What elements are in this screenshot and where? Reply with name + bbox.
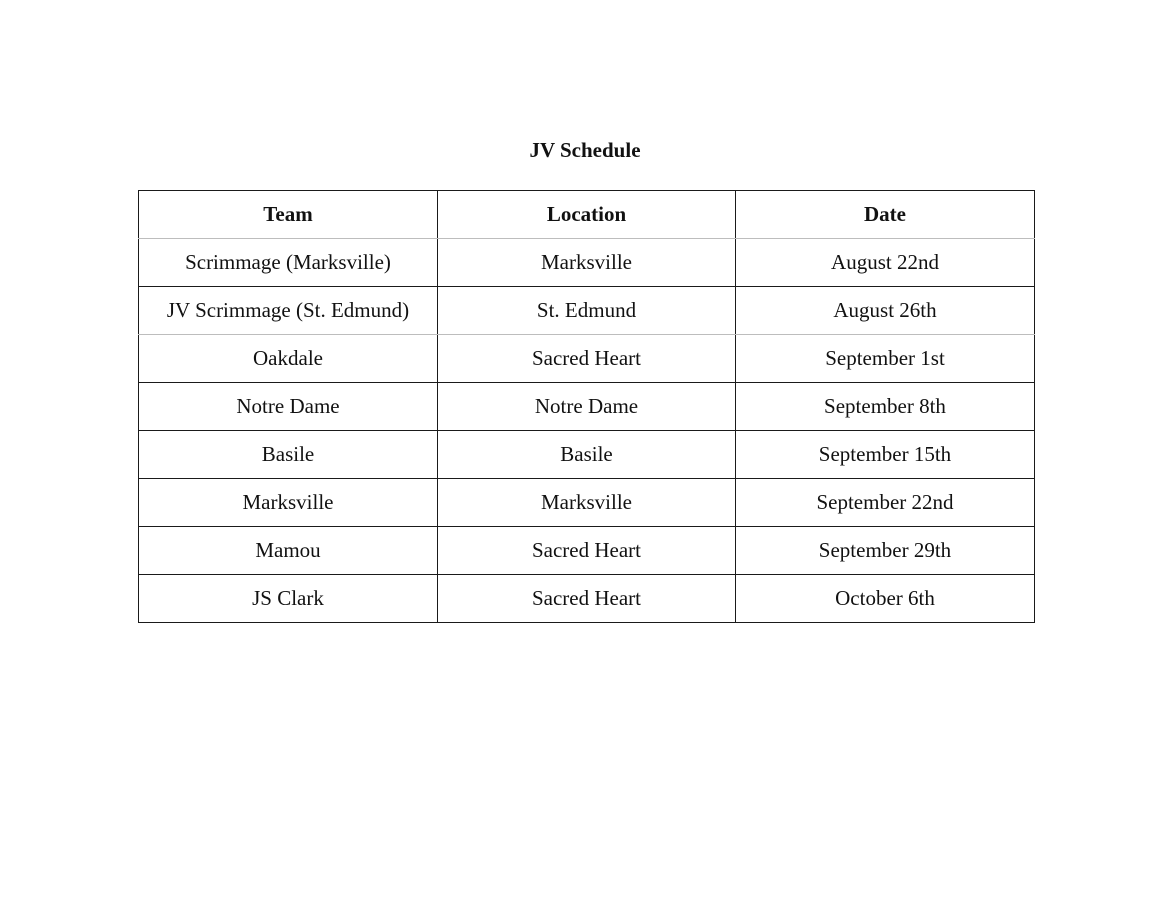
cell-team: Basile [139,431,438,479]
table-row [139,383,1035,431]
cell-team: Notre Dame [139,383,438,431]
cell-team: Mamou [139,527,438,575]
cell-location: Notre Dame [438,383,736,431]
table-header-row [139,191,1035,239]
table-row [139,479,1035,527]
cell-location: Basile [438,431,736,479]
table-row [139,335,1035,383]
cell-team: Oakdale [139,335,438,383]
cell-date: October 6th [736,575,1035,623]
cell-team: JS Clark [139,575,438,623]
cell-date: September 8th [736,383,1035,431]
table-row [139,431,1035,479]
cell-location: Sacred Heart [438,335,736,383]
cell-date: September 1st [736,335,1035,383]
cell-location: St. Edmund [438,287,736,335]
cell-team: Marksville [139,479,438,527]
cell-location: Marksville [438,239,736,287]
cell-location: Marksville [438,479,736,527]
cell-date: September 29th [736,527,1035,575]
table-row [139,527,1035,575]
page-title: JV Schedule [529,138,641,162]
cell-location: Sacred Heart [438,527,736,575]
column-header-location: Location [438,191,736,239]
cell-date: September 15th [736,431,1035,479]
cell-date: September 22nd [736,479,1035,527]
schedule-table [138,190,1035,623]
table-row [139,575,1035,623]
cell-team: Scrimmage (Marksville) [139,239,438,287]
cell-date: August 26th [736,287,1035,335]
cell-team: JV Scrimmage (St. Edmund) [139,287,438,335]
column-header-team: Team [139,191,438,239]
table-row [139,287,1035,335]
column-header-date: Date [736,191,1035,239]
cell-date: August 22nd [736,239,1035,287]
table-row [139,239,1035,287]
cell-location: Sacred Heart [438,575,736,623]
